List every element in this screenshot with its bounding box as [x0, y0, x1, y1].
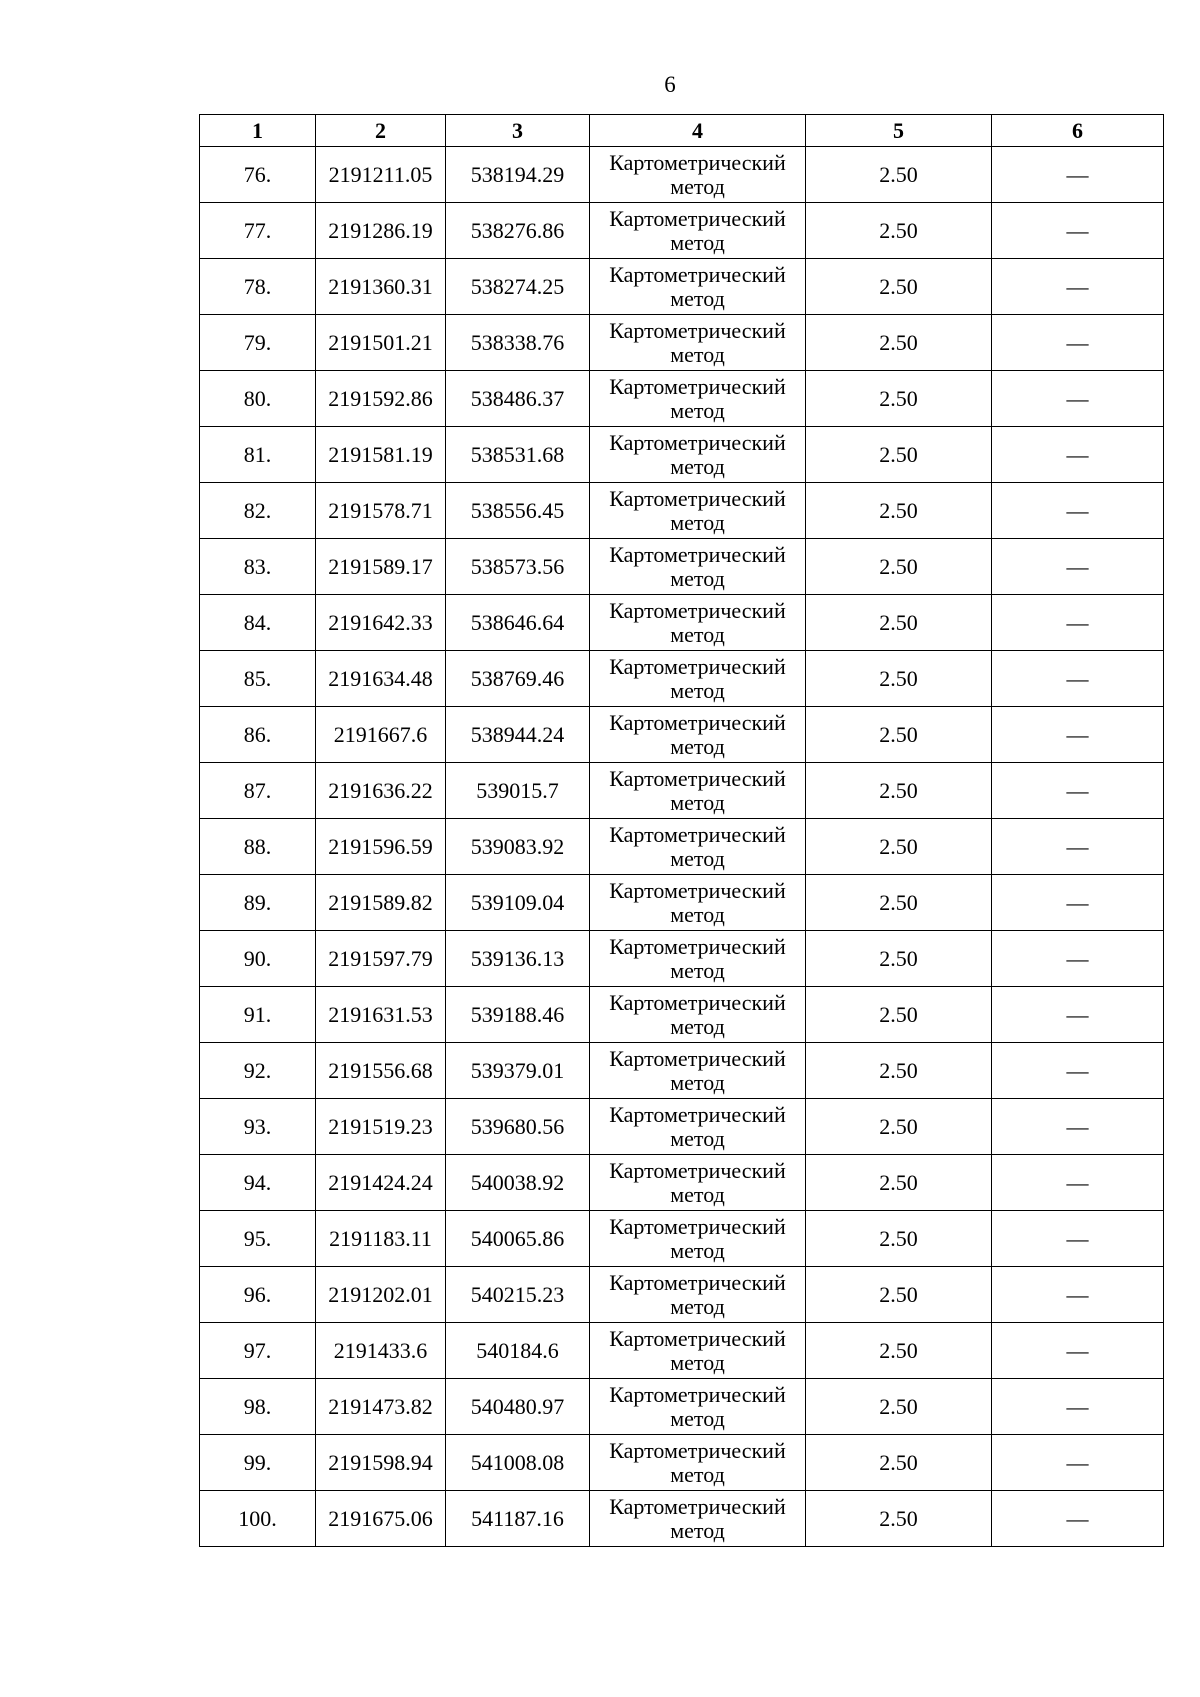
- method-cell: Картометрический метод: [590, 595, 806, 651]
- table-row: [200, 763, 1164, 819]
- note-cell: —: [992, 1099, 1164, 1155]
- note-cell: —: [992, 763, 1164, 819]
- note-cell: —: [992, 203, 1164, 259]
- method-cell: Картометрический метод: [590, 539, 806, 595]
- y-coordinate-cell: 539188.46: [446, 987, 590, 1043]
- table-row: [200, 595, 1164, 651]
- x-coordinate-cell: 2191183.11: [316, 1211, 446, 1267]
- point-number-cell: 85.: [200, 651, 316, 707]
- x-coordinate-cell: 2191589.17: [316, 539, 446, 595]
- y-coordinate-cell: 540038.92: [446, 1155, 590, 1211]
- note-cell: —: [992, 1267, 1164, 1323]
- note-cell: —: [992, 931, 1164, 987]
- accuracy-cell: 2.50: [806, 315, 992, 371]
- method-cell: Картометрический метод: [590, 147, 806, 203]
- x-coordinate-cell: 2191286.19: [316, 203, 446, 259]
- accuracy-cell: 2.50: [806, 651, 992, 707]
- method-cell: Картометрический метод: [590, 1211, 806, 1267]
- point-number-cell: 97.: [200, 1323, 316, 1379]
- table-row: [200, 371, 1164, 427]
- coordinates-table: [199, 114, 1164, 1547]
- accuracy-cell: 2.50: [806, 595, 992, 651]
- y-coordinate-cell: 541187.16: [446, 1491, 590, 1547]
- note-cell: —: [992, 651, 1164, 707]
- y-coordinate-cell: 538531.68: [446, 427, 590, 483]
- x-coordinate-cell: 2191211.05: [316, 147, 446, 203]
- note-cell: —: [992, 371, 1164, 427]
- point-number-cell: 96.: [200, 1267, 316, 1323]
- y-coordinate-cell: 541008.08: [446, 1435, 590, 1491]
- x-coordinate-cell: 2191667.6: [316, 707, 446, 763]
- point-number-cell: 79.: [200, 315, 316, 371]
- point-number-cell: 81.: [200, 427, 316, 483]
- point-number-cell: 76.: [200, 147, 316, 203]
- y-coordinate-cell: 538556.45: [446, 483, 590, 539]
- x-coordinate-cell: 2191202.01: [316, 1267, 446, 1323]
- table-row: [200, 707, 1164, 763]
- note-cell: —: [992, 483, 1164, 539]
- table-row: [200, 931, 1164, 987]
- x-coordinate-cell: 2191636.22: [316, 763, 446, 819]
- x-coordinate-cell: 2191556.68: [316, 1043, 446, 1099]
- x-coordinate-cell: 2191597.79: [316, 931, 446, 987]
- page-number: 6: [664, 72, 676, 97]
- note-cell: —: [992, 1379, 1164, 1435]
- point-number-cell: 94.: [200, 1155, 316, 1211]
- point-number-cell: 86.: [200, 707, 316, 763]
- accuracy-cell: 2.50: [806, 427, 992, 483]
- accuracy-cell: 2.50: [806, 1211, 992, 1267]
- y-coordinate-cell: 539015.7: [446, 763, 590, 819]
- x-coordinate-cell: 2191589.82: [316, 875, 446, 931]
- table-row: [200, 875, 1164, 931]
- table-row: [200, 1435, 1164, 1491]
- table-row: [200, 1491, 1164, 1547]
- table-row: [200, 427, 1164, 483]
- note-cell: —: [992, 987, 1164, 1043]
- y-coordinate-cell: 540215.23: [446, 1267, 590, 1323]
- x-coordinate-cell: 2191598.94: [316, 1435, 446, 1491]
- table-row: [200, 259, 1164, 315]
- y-coordinate-cell: 539379.01: [446, 1043, 590, 1099]
- accuracy-cell: 2.50: [806, 875, 992, 931]
- accuracy-cell: 2.50: [806, 1099, 992, 1155]
- column-header: 5: [806, 115, 992, 147]
- note-cell: —: [992, 1155, 1164, 1211]
- column-header: 6: [992, 115, 1164, 147]
- accuracy-cell: 2.50: [806, 1491, 992, 1547]
- point-number-cell: 99.: [200, 1435, 316, 1491]
- table-row: [200, 315, 1164, 371]
- accuracy-cell: 2.50: [806, 931, 992, 987]
- note-cell: —: [992, 147, 1164, 203]
- x-coordinate-cell: 2191424.24: [316, 1155, 446, 1211]
- table-row: [200, 539, 1164, 595]
- method-cell: Картометрический метод: [590, 1043, 806, 1099]
- x-coordinate-cell: 2191631.53: [316, 987, 446, 1043]
- accuracy-cell: 2.50: [806, 1155, 992, 1211]
- method-cell: Картометрический метод: [590, 315, 806, 371]
- accuracy-cell: 2.50: [806, 1043, 992, 1099]
- x-coordinate-cell: 2191473.82: [316, 1379, 446, 1435]
- accuracy-cell: 2.50: [806, 203, 992, 259]
- note-cell: —: [992, 315, 1164, 371]
- note-cell: —: [992, 1043, 1164, 1099]
- note-cell: —: [992, 1211, 1164, 1267]
- method-cell: Картометрический метод: [590, 819, 806, 875]
- y-coordinate-cell: 538944.24: [446, 707, 590, 763]
- table-header-row: [200, 115, 1164, 147]
- point-number-cell: 77.: [200, 203, 316, 259]
- method-cell: Картометрический метод: [590, 707, 806, 763]
- point-number-cell: 90.: [200, 931, 316, 987]
- column-header: 2: [316, 115, 446, 147]
- x-coordinate-cell: 2191581.19: [316, 427, 446, 483]
- note-cell: —: [992, 595, 1164, 651]
- note-cell: —: [992, 539, 1164, 595]
- method-cell: Картометрический метод: [590, 987, 806, 1043]
- method-cell: Картометрический метод: [590, 1491, 806, 1547]
- accuracy-cell: 2.50: [806, 1435, 992, 1491]
- accuracy-cell: 2.50: [806, 147, 992, 203]
- accuracy-cell: 2.50: [806, 259, 992, 315]
- method-cell: Картометрический метод: [590, 763, 806, 819]
- x-coordinate-cell: 2191519.23: [316, 1099, 446, 1155]
- y-coordinate-cell: 538486.37: [446, 371, 590, 427]
- point-number-cell: 83.: [200, 539, 316, 595]
- y-coordinate-cell: 538646.64: [446, 595, 590, 651]
- x-coordinate-cell: 2191433.6: [316, 1323, 446, 1379]
- note-cell: —: [992, 707, 1164, 763]
- note-cell: —: [992, 427, 1164, 483]
- y-coordinate-cell: 538338.76: [446, 315, 590, 371]
- accuracy-cell: 2.50: [806, 1379, 992, 1435]
- note-cell: —: [992, 259, 1164, 315]
- y-coordinate-cell: 539136.13: [446, 931, 590, 987]
- accuracy-cell: 2.50: [806, 1267, 992, 1323]
- column-header: 4: [590, 115, 806, 147]
- method-cell: Картометрический метод: [590, 427, 806, 483]
- y-coordinate-cell: 538769.46: [446, 651, 590, 707]
- point-number-cell: 89.: [200, 875, 316, 931]
- x-coordinate-cell: 2191634.48: [316, 651, 446, 707]
- table-row: [200, 819, 1164, 875]
- method-cell: Картометрический метод: [590, 651, 806, 707]
- table-row: [200, 1379, 1164, 1435]
- point-number-cell: 84.: [200, 595, 316, 651]
- method-cell: Картометрический метод: [590, 875, 806, 931]
- y-coordinate-cell: 538274.25: [446, 259, 590, 315]
- y-coordinate-cell: 540480.97: [446, 1379, 590, 1435]
- point-number-cell: 100.: [200, 1491, 316, 1547]
- point-number-cell: 78.: [200, 259, 316, 315]
- y-coordinate-cell: 538573.56: [446, 539, 590, 595]
- method-cell: Картометрический метод: [590, 483, 806, 539]
- table-row: [200, 1099, 1164, 1155]
- accuracy-cell: 2.50: [806, 707, 992, 763]
- x-coordinate-cell: 2191642.33: [316, 595, 446, 651]
- method-cell: Картометрический метод: [590, 259, 806, 315]
- table-row: [200, 987, 1164, 1043]
- note-cell: —: [992, 1435, 1164, 1491]
- point-number-cell: 91.: [200, 987, 316, 1043]
- x-coordinate-cell: 2191592.86: [316, 371, 446, 427]
- accuracy-cell: 2.50: [806, 987, 992, 1043]
- method-cell: Картометрический метод: [590, 931, 806, 987]
- x-coordinate-cell: 2191578.71: [316, 483, 446, 539]
- table-row: [200, 1211, 1164, 1267]
- point-number-cell: 95.: [200, 1211, 316, 1267]
- table-body: [200, 147, 1164, 1547]
- table-row: [200, 203, 1164, 259]
- method-cell: Картометрический метод: [590, 1435, 806, 1491]
- method-cell: Картометрический метод: [590, 1267, 806, 1323]
- table-row: [200, 147, 1164, 203]
- table-row: [200, 651, 1164, 707]
- accuracy-cell: 2.50: [806, 819, 992, 875]
- point-number-cell: 87.: [200, 763, 316, 819]
- table-row: [200, 483, 1164, 539]
- note-cell: —: [992, 819, 1164, 875]
- table-row: [200, 1267, 1164, 1323]
- x-coordinate-cell: 2191596.59: [316, 819, 446, 875]
- accuracy-cell: 2.50: [806, 539, 992, 595]
- method-cell: Картометрический метод: [590, 1379, 806, 1435]
- point-number-cell: 80.: [200, 371, 316, 427]
- accuracy-cell: 2.50: [806, 371, 992, 427]
- y-coordinate-cell: 539083.92: [446, 819, 590, 875]
- y-coordinate-cell: 538276.86: [446, 203, 590, 259]
- table-row: [200, 1043, 1164, 1099]
- accuracy-cell: 2.50: [806, 1323, 992, 1379]
- method-cell: Картометрический метод: [590, 1323, 806, 1379]
- point-number-cell: 82.: [200, 483, 316, 539]
- point-number-cell: 88.: [200, 819, 316, 875]
- accuracy-cell: 2.50: [806, 763, 992, 819]
- y-coordinate-cell: 540184.6: [446, 1323, 590, 1379]
- method-cell: Картометрический метод: [590, 203, 806, 259]
- method-cell: Картометрический метод: [590, 371, 806, 427]
- table-row: [200, 1155, 1164, 1211]
- column-header: 1: [200, 115, 316, 147]
- y-coordinate-cell: 539109.04: [446, 875, 590, 931]
- x-coordinate-cell: 2191360.31: [316, 259, 446, 315]
- method-cell: Картометрический метод: [590, 1099, 806, 1155]
- note-cell: —: [992, 875, 1164, 931]
- y-coordinate-cell: 540065.86: [446, 1211, 590, 1267]
- y-coordinate-cell: 538194.29: [446, 147, 590, 203]
- x-coordinate-cell: 2191675.06: [316, 1491, 446, 1547]
- point-number-cell: 98.: [200, 1379, 316, 1435]
- y-coordinate-cell: 539680.56: [446, 1099, 590, 1155]
- method-cell: Картометрический метод: [590, 1155, 806, 1211]
- table-row: [200, 1323, 1164, 1379]
- point-number-cell: 93.: [200, 1099, 316, 1155]
- note-cell: —: [992, 1491, 1164, 1547]
- point-number-cell: 92.: [200, 1043, 316, 1099]
- x-coordinate-cell: 2191501.21: [316, 315, 446, 371]
- note-cell: —: [992, 1323, 1164, 1379]
- accuracy-cell: 2.50: [806, 483, 992, 539]
- column-header: 3: [446, 115, 590, 147]
